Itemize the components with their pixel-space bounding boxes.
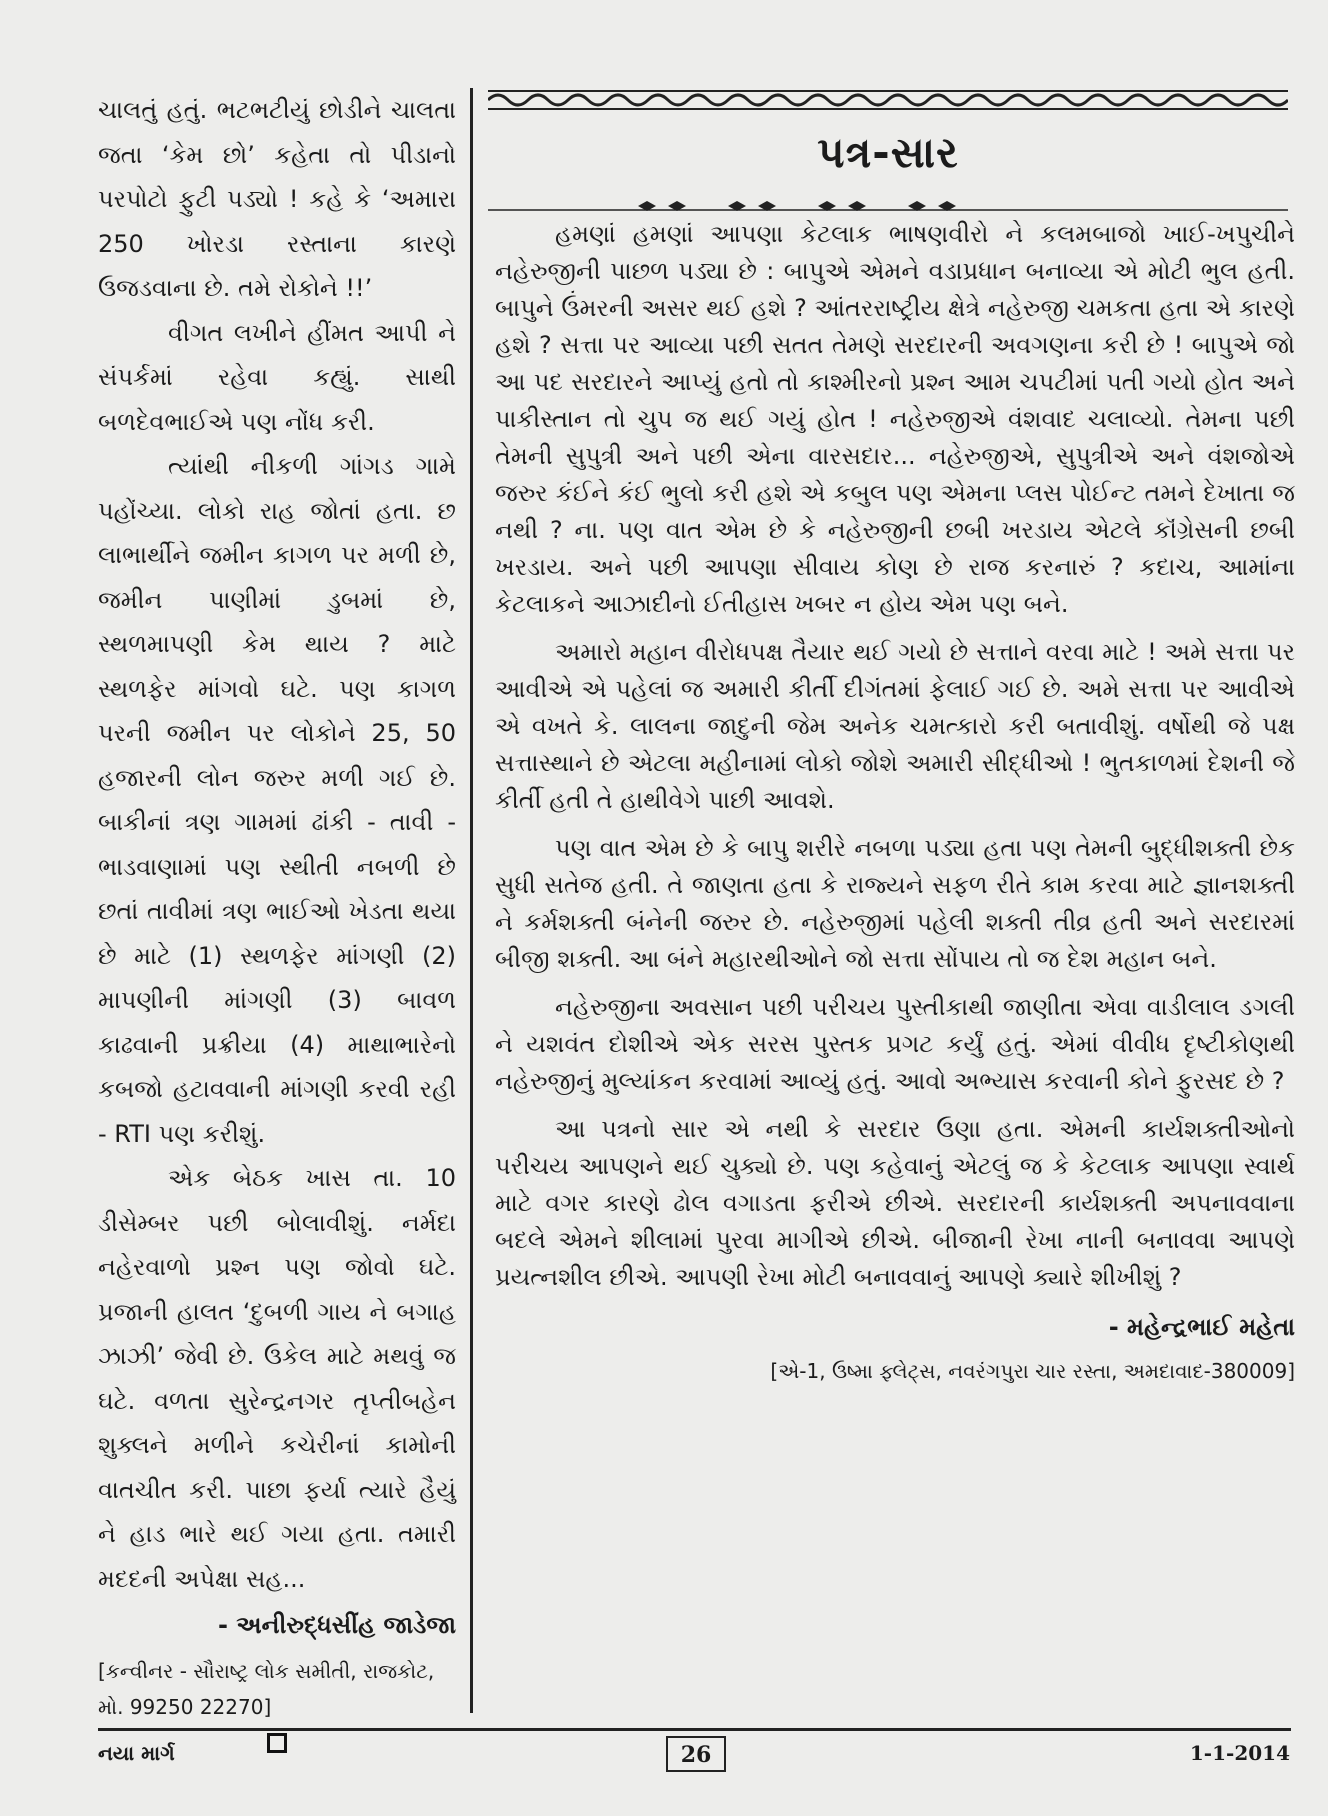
- article-author: - મહેન્દ્રભાઈ મહેતા: [1108, 1313, 1295, 1341]
- article-title: પત્ર-સાર: [817, 128, 959, 177]
- footer-magazine-name: નયા માર્ગ: [98, 1741, 175, 1765]
- left-paragraph-2: વીગત લખીને હીંમત આપી ને સંપર્કમાં રહેવા કહ્યું. સાથી બળદેવભાઈએ પણ નોંધ કરી.: [98, 318, 456, 436]
- article-paragraph-5: આ પત્રનો સાર એ નથી કે સરદાર ઉણા હતા. એમની કાર્યશક્તીઓનો પરીચય આપણને થઈ ચુક્યો છે. પણ કહેવાનું એટલું જ કે કેટલાક આપણા સ્વાર્થ માટે વગર કારણે ઢોલ વગાડતા ફરીએ છીએ. સરદારની કાર્યશક્તી અપનાવવાના બદલે એમને શીલામાં પુરવા માગીએ છીએ. બીજાની રેખા નાની બનાવવા આપણે પ્રયત્નશીલ છીએ. આપણી રેખા મોટી બનાવવાનું આપણે ક્યારે શીખીશું ?: [495, 1115, 1295, 1291]
- article-paragraph-4: નહેરુજીના અવસાન પછી પરીચય પુસ્તીકાથી જાણીતા એવા વાડીલાલ ડગલી ને યશવંત દોશીએ એક સરસ પુસ્તક પ્રગટ કર્યું હતું. એમાં વીવીધ દૃષ્ટીકોણથી નહેરુજીનું મુલ્યાંકન કરવામાં આવ્યું હતું. આવો અભ્યાસ કરવાની કોને ફુરસદ છે ?: [495, 993, 1295, 1095]
- left-paragraph-1: ચાલતું હતું. ભટભટીયું છોડીને ચાલતા જતા ‘કેમ છો’ કહેતા તો પીડાનો પરપોટો ફુટી પડ્યો ! કહે કે ‘અમારા 250 ખોરડા રસ્તાના કારણે ઉજડવાના છે. તમે રોકોને !!’: [98, 96, 456, 302]
- article-paragraph-1: હમણાં હમણાં આપણા કેટલાક ભાષણવીરો ને કલમબાજો ખાઈ-ખપુચીને નહેરુજીની પાછળ પડ્યા છે : બાપુએ એમને વડાપ્રધાન બનાવ્યા એ મોટી ભુલ હતી. બાપુને ઉંમરની અસર થઈ હશે ? આંતરરાષ્ટ્રીય ક્ષેત્રે નહેરુજી ચમકતા હતા એ કારણે હશે ? સત્તા પર આવ્યા પછી સતત તેમણે સરદારની અવગણના કરી છે ! બાપુએ જો આ પદ સરદારને આપ્યું હતો તો કાશ્મીરનો પ્રશ્ન આમ ચપટીમાં પતી ગયો હોત અને પાકીસ્તાન તો ચુપ જ થઈ ગયું હોત ! નહેરુજીએ વંશવાદ ચલાવ્યો. તેમના પછી તેમની સુપુત્રી અને પછી એના વારસદાર... નહેરુજીએ, સુપુત્રીએ અને વંશજોએ જરુર કંઈને કંઈ ભુલો કરી હશે એ કબુલ પણ એમના પ્લસ પોઈન્ટ તમને દેખાતા જ નથી ? ના. પણ વાત એમ છે કે નહેરુજીની છબી ખરડાય એટલે કૉંગ્રેસની છબી ખરડાય. અને પછી આપણા સીવાય કોણ છે રાજ કરનારું ? કદાચ, આમાંના કેટલાકને આઝાદીનો ઈતીહાસ ખબર ન હોય એમ પણ બને.: [495, 220, 1295, 618]
- left-paragraph-3: ત્યાંથી નીકળી ગાંગડ ગામે પહોંચ્યા. લોકો રાહ જોતાં હતા. છ લાભાર્થીને જમીન કાગળ પર મળી છે, જમીન પાણીમાં ડુબમાં છે, સ્થળમાપણી કેમ થાય ? માટે સ્થળફેર માંગવો ઘટે. પણ કાગળ પરની જમીન પર લોકોને 25, 50 હજારની લોન જરુર મળી ગઈ છે. બાકીનાં ત્રણ ગામમાં ઢાંકી - તાવી - ભાડવાણામાં પણ સ્થીતી નબળી છે છતાં તાવીમાં ત્રણ ભાઈઓ ખેડતા થયા છે માટે (1) સ્થળફેર માંગણી (2) માપણીની માંગણી (3) બાવળ કાઢવાની પ્રક્રીયા (4) માથાભારેનો કબજો હટાવવાની માંગણી કરવી રહી - RTI પણ કરીશું.: [98, 452, 456, 1148]
- left-author: - અનીરુદ્ધસીંહ જાડેજા: [217, 1611, 456, 1639]
- footer-date: 1-1-2014: [1189, 1741, 1290, 1765]
- title-divider-ornament-icon: [488, 198, 1288, 214]
- ornament-border-icon: [488, 86, 1288, 114]
- end-square-icon: [267, 1733, 287, 1753]
- article-body: [495, 216, 1295, 1389]
- article-paragraph-2: અમારો મહાન વીરોધપક્ષ તૈયાર થઈ ગયો છે સત્તાને વરવા માટે ! અમે સત્તા પર આવીએ એ પહેલાં જ અમારી કીર્તી દીગંતમાં ફેલાઈ ગઈ છે. અમે સત્તા પર આવીએ એ વખતે કે. લાલના જાદુની જેમ અનેક ચમત્કારો કરી બતાવીશું. વર્ષોથી જે પક્ષ સત્તાસ્થાને છે એટલા મહીનામાં લોકો જોશે અમારી સીદ્ધીઓ ! ભુતકાળમાં દેશની જે કીર્તી હતી તે હાથીવેગે પાછી આવશે.: [495, 638, 1295, 814]
- left-column: [98, 88, 456, 1753]
- article-address: [એ-1, ઉષ્મા ફ્લેટ્સ, નવરંગપુરા ચાર રસ્તા, અમદાવાદ-380009]: [770, 1359, 1295, 1383]
- footer-divider: [98, 1728, 1291, 1731]
- article-paragraph-3: પણ વાત એમ છે કે બાપુ શરીરે નબળા પડ્યા હતા પણ તેમની બુદ્ધીશક્તી છેક સુધી સતેજ હતી. તે જાણતા હતા કે રાજ્યને સફળ રીતે કામ કરવા માટે જ્ઞાનશક્તી ને કર્મશક્તી બંનેની જરુર છે. નહેરુજીમાં પહેલી શક્તી તીવ્ર હતી અને સરદારમાં બીજી શક્તી. આ બંને મહારથીઓને જો સત્તા સોંપાય તો જ દેશ મહાન બને.: [495, 834, 1295, 973]
- left-paragraph-4: એક બેઠક ખાસ તા. 10 ડીસેમ્બર પછી બોલાવીશું. નર્મદા નહેરવાળો પ્રશ્ન પણ જોવો ઘટે. પ્રજાની હાલત ‘દુબળી ગાય ને બગાહ ઝાઝી’ જેવી છે. ઉકેલ માટે મથવું જ ઘટે. વળતા સુરેન્દ્રનગર તૃપ્તીબહેન શુક્લને મળીને કચેરીનાં કામોની વાતચીત કરી. પાછા ફર્યા ત્યારે હૈયું ને હાડ ભારે થઈ ગયા હતા. તમારી મદદની અપેક્ષા સહ...: [98, 1164, 456, 1593]
- left-address: [કન્વીનર - સૌરાષ્ટ્ર લોક સમીતી, રાજકોટ, મો. 99250 22270]: [98, 1659, 435, 1719]
- column-divider: [470, 88, 473, 1713]
- page-number: 26: [666, 1736, 726, 1772]
